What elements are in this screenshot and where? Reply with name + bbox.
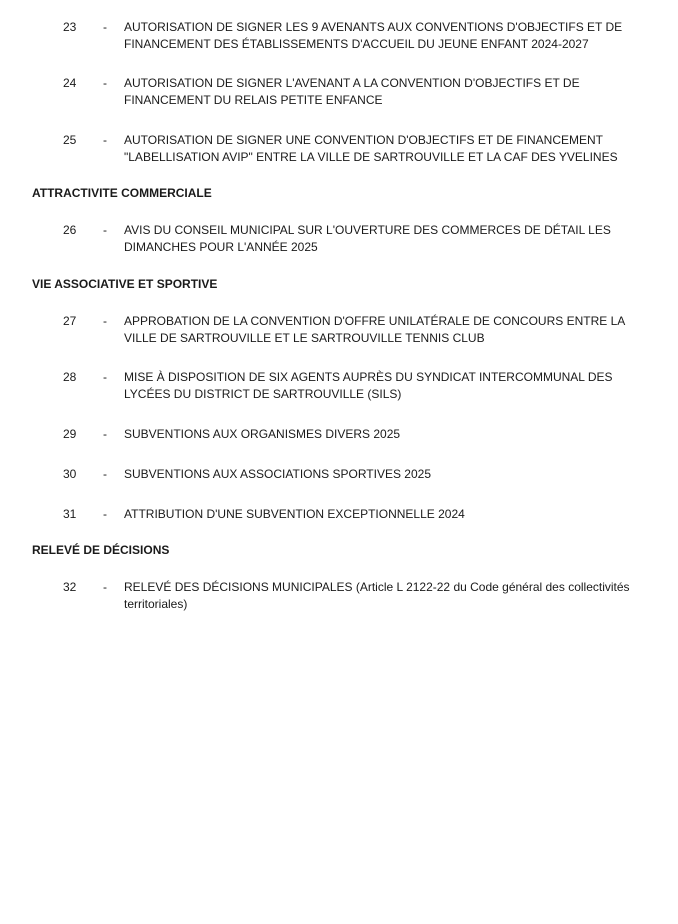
item-dash: - bbox=[103, 314, 107, 328]
item-number: 25 bbox=[63, 133, 77, 147]
item-text: AVIS DU CONSEIL MUNICIPAL SUR L'OUVERTURE DES COMMERCES DE DÉTAIL LES DIMANCHES POUR L'ANNÉE 2025 bbox=[124, 223, 611, 254]
item-text: AUTORISATION DE SIGNER LES 9 AVENANTS AUX CONVENTIONS D'OBJECTIFS ET DE FINANCEMENT DES ÉTABLISSEMENTS D'ACCUEIL DU JEUNE ENFANT 2024-2027 bbox=[124, 20, 623, 51]
section-title-decisions: RELEVÉ DE DÉCISIONS bbox=[32, 543, 170, 557]
item-text: ATTRIBUTION D'UNE SUBVENTION EXCEPTIONNELLE 2024 bbox=[124, 507, 465, 521]
item-number: 24 bbox=[63, 76, 77, 90]
item-dash: - bbox=[103, 76, 107, 90]
item-number: 31 bbox=[63, 507, 77, 521]
item-text: AUTORISATION DE SIGNER L'AVENANT A LA CONVENTION D'OBJECTIFS ET DE FINANCEMENT DU RELAIS PETITE ENFANCE bbox=[124, 76, 580, 107]
item-dash: - bbox=[103, 133, 107, 147]
item-text: APPROBATION DE LA CONVENTION D'OFFRE UNILATÉRALE DE CONCOURS ENTRE LA VILLE DE SARTROUVILLE ET LE SARTROUVILLE TENNIS CLUB bbox=[124, 314, 625, 345]
item-number: 26 bbox=[63, 223, 77, 237]
item-text: MISE À DISPOSITION DE SIX AGENTS AUPRÈS DU SYNDICAT INTERCOMMUNAL DES LYCÉES DU DISTRICT DE SARTROUVILLE (SILS) bbox=[124, 370, 613, 401]
item-dash: - bbox=[103, 580, 107, 594]
item-dash: - bbox=[103, 370, 107, 384]
item-dash: - bbox=[103, 20, 107, 34]
item-number: 27 bbox=[63, 314, 77, 328]
item-dash: - bbox=[103, 223, 107, 237]
item-number: 28 bbox=[63, 370, 77, 384]
item-text: SUBVENTIONS AUX ASSOCIATIONS SPORTIVES 2025 bbox=[124, 467, 431, 481]
item-number: 23 bbox=[63, 20, 77, 34]
item-number: 32 bbox=[63, 580, 77, 594]
item-text: SUBVENTIONS AUX ORGANISMES DIVERS 2025 bbox=[124, 427, 401, 441]
section-title-associative: VIE ASSOCIATIVE ET SPORTIVE bbox=[32, 277, 218, 291]
item-text: RELEVÉ DES DÉCISIONS MUNICIPALES (Article L 2122-22 du Code général des collectivités territoriales) bbox=[124, 580, 630, 611]
item-text: AUTORISATION DE SIGNER UNE CONVENTION D'OBJECTIFS ET DE FINANCEMENT "LABELLISATION AVIP" ENTRE LA VILLE DE SARTROUVILLE ET LA CAF DES YVELINES bbox=[124, 133, 618, 164]
item-dash: - bbox=[103, 467, 107, 481]
item-dash: - bbox=[103, 427, 107, 441]
item-number: 30 bbox=[63, 467, 77, 481]
section-title-commerce: ATTRACTIVITE COMMERCIALE bbox=[32, 186, 212, 200]
item-dash: - bbox=[103, 507, 107, 521]
item-number: 29 bbox=[63, 427, 77, 441]
